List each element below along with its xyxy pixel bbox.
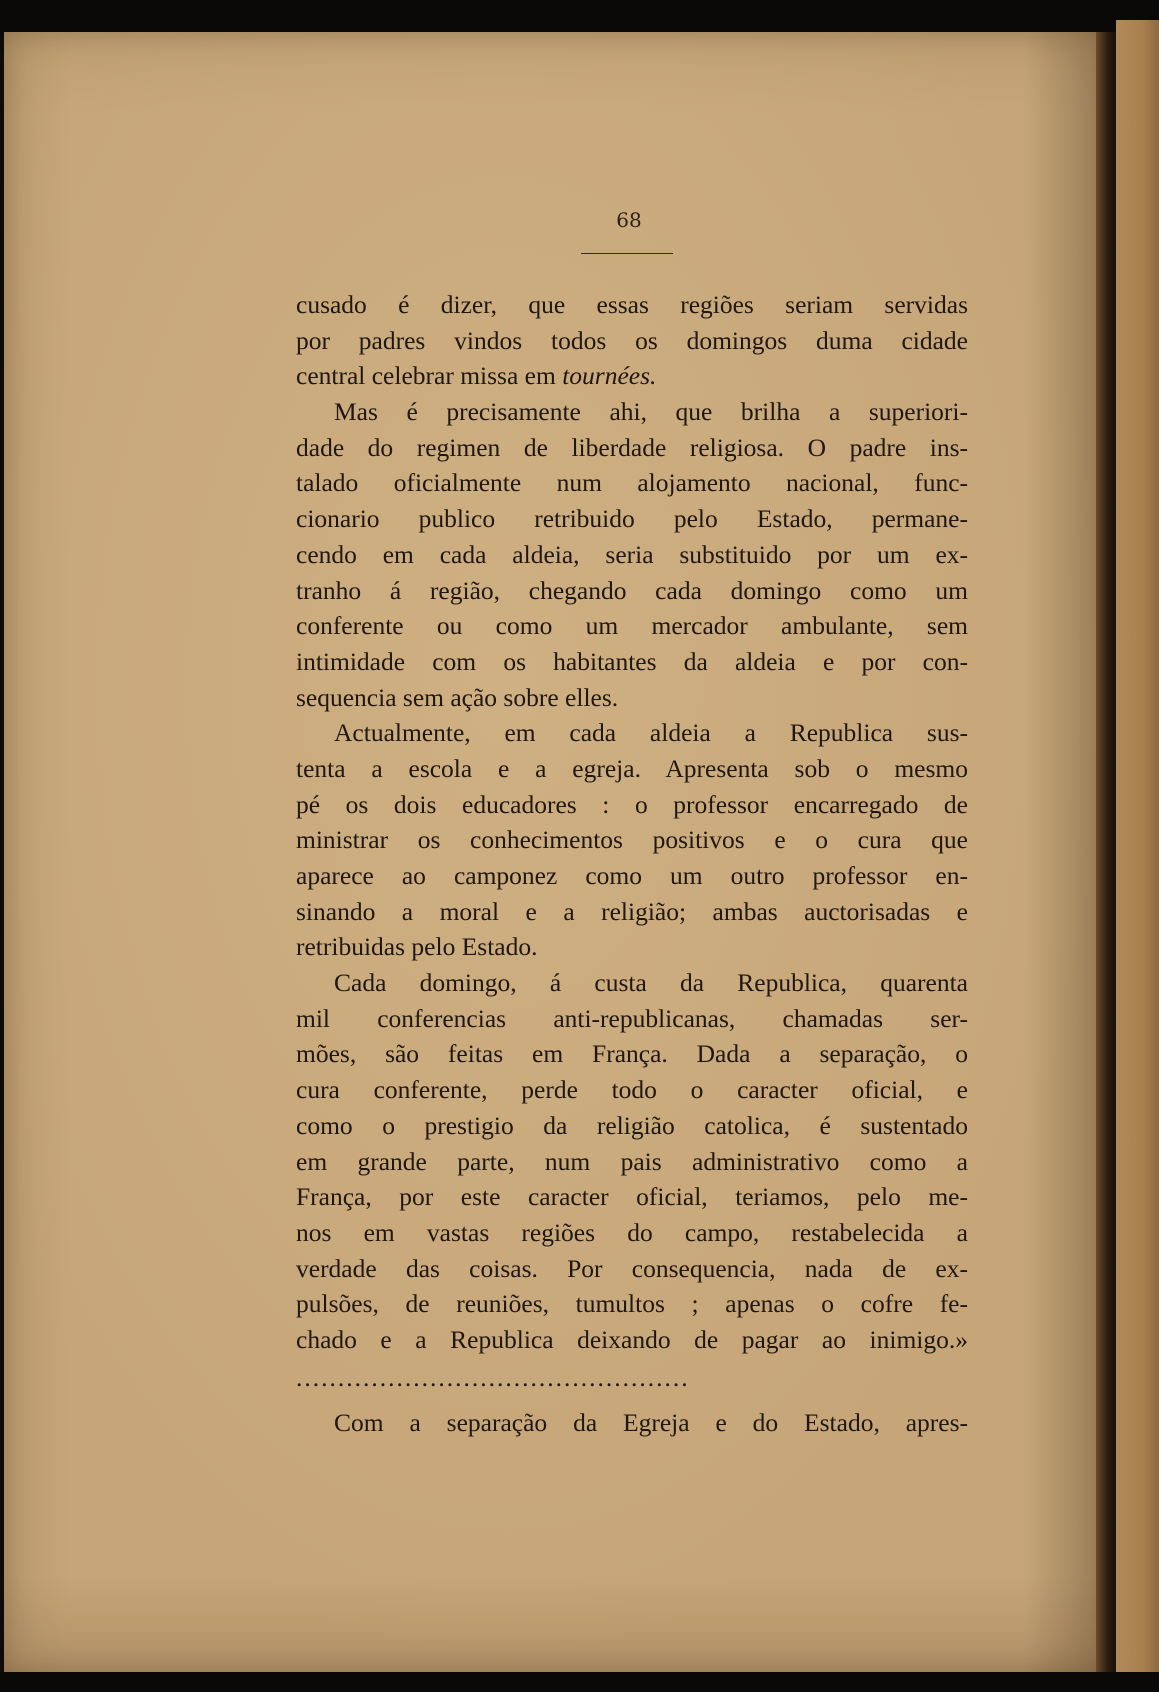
- text-line: dade do regimen de liberdade religiosa. O padre ins-: [296, 432, 968, 462]
- page-number: 68: [616, 208, 642, 232]
- text-line: como o prestigio da religião catolica, é sustentado: [296, 1110, 968, 1140]
- text-line: Mas é precisamente ahi, que brilha a superiori-: [334, 397, 968, 427]
- scan-border-bottom: [0, 1672, 1159, 1692]
- text-line: pé os dois educadores : o professor encarregado de: [296, 789, 968, 819]
- text-line: cusado é dizer, que essas regiões seriam servidas: [296, 290, 968, 319]
- text-line: [296, 358, 968, 394]
- text-line: Actualmente, em cada aldeia a Republica sus-: [334, 718, 968, 748]
- text-line: talado oficialmente num alojamento nacional, func-: [296, 468, 968, 498]
- text-line: intimidade com os habitantes da aldeia e por con-: [296, 646, 968, 676]
- text-line: aparece ao camponez como um outro professor en-: [296, 861, 968, 890]
- text-fragment: central celebrar missa em: [296, 361, 563, 391]
- text-line: conferente ou como um mercador ambulante, sem: [296, 611, 968, 641]
- text-line: cionario publico retribuido pelo Estado, permane-: [296, 504, 968, 534]
- text-line: França, por este caracter oficial, teriamos, pelo me-: [296, 1182, 968, 1212]
- text-line: tenta a escola e a egreja. Apresenta sob o mesmo: [296, 753, 968, 783]
- italic-word: tournées.: [562, 361, 657, 391]
- page-number-rule: [581, 253, 673, 254]
- text-line: nos em vastas regiões do campo, restabelecida a: [296, 1217, 968, 1247]
- adjacent-page-edge: [1116, 20, 1159, 1680]
- text-line: Cada domingo, á custa da Republica, quarenta: [334, 968, 968, 998]
- text-line: chado e a Republica deixando de pagar ao inimigo.»: [296, 1324, 968, 1354]
- body-text: [296, 287, 968, 1441]
- text-line: por padres vindos todos os domingos duma cidade: [296, 325, 968, 355]
- text-line: sequencia sem ação sobre elles.: [296, 682, 619, 712]
- text-line: pulsões, de reuniões, tumultos ; apenas o cofre fe-: [296, 1289, 968, 1319]
- spacer: [296, 1395, 968, 1405]
- dotted-separator: ...............................................: [296, 1362, 690, 1392]
- text-line: tranho á região, chegando cada domingo como um: [296, 575, 968, 605]
- text-line: cura conferente, perde todo o caracter oficial, e: [296, 1075, 968, 1105]
- text-line: cendo em cada aldeia, seria substituido por um ex-: [296, 539, 968, 569]
- text-line: mil conferencias anti-republicanas, chamadas ser-: [296, 1003, 968, 1033]
- text-line: Com a separação da Egreja e do Estado, apres-: [334, 1408, 968, 1438]
- text-line: sinando a moral e a religião; ambas auctorisadas e: [296, 896, 968, 926]
- scan-border-top: [0, 0, 1159, 34]
- book-gutter: [1096, 32, 1118, 1672]
- text-line: ministrar os conhecimentos positivos e o cura que: [296, 825, 968, 855]
- text-line: em grande parte, num pais administrativo como a: [296, 1146, 968, 1176]
- text-line: retribuidas pelo Estado.: [296, 932, 538, 962]
- text-line: mões, são feitas em França. Dada a separação, o: [296, 1039, 968, 1069]
- text-line: verdade das coisas. Por consequencia, nada de ex-: [296, 1253, 968, 1283]
